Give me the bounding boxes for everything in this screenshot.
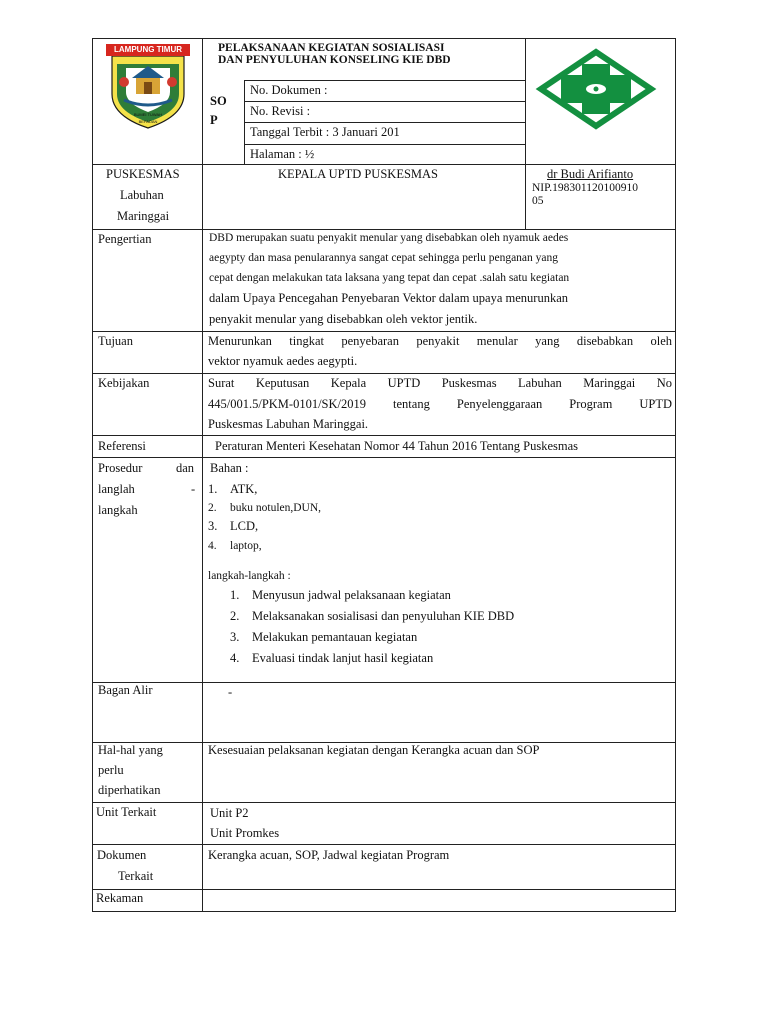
kebijakan-label: Kebijakan <box>98 376 150 390</box>
bagan-alir-text: - <box>228 685 233 699</box>
issue-date: Tanggal Terbit : 3 Januari 201 <box>250 125 400 139</box>
dokumen-terkait-text: Kerangka acuan, SOP, Jadwal kegiatan Program <box>208 848 450 862</box>
rule-bottom <box>92 911 676 912</box>
kebijakan-line2: 445/001.5/PKM-0101/SK/2019 tentang Penyelenggaraan Program UPTD <box>208 397 672 411</box>
rule-logo-column <box>202 38 203 229</box>
puskesmas-name-line2: Maringgai <box>117 209 170 223</box>
rule-rekaman <box>92 889 676 890</box>
langkah-title: langkah-langkah : <box>208 570 291 582</box>
rule-date <box>244 144 525 145</box>
bahan-number: 4. <box>208 540 217 552</box>
rule-unit <box>92 802 676 803</box>
rule-title-bottom <box>244 80 525 81</box>
lampung-timur-logo <box>104 42 192 130</box>
rule-signature-column <box>525 38 526 229</box>
kebijakan-line3: Puskesmas Labuhan Maringgai. <box>208 417 369 431</box>
bahan-item: LCD, <box>230 519 259 533</box>
rule-sop-column <box>244 80 245 164</box>
doc-number: No. Dokumen : <box>250 83 328 97</box>
rule-bagan <box>92 682 676 683</box>
langkah-number: 1. <box>230 588 240 602</box>
dokumen-terkait-label-line2: Terkait <box>118 869 154 883</box>
bahan-number: 1. <box>208 482 218 496</box>
tujuan-label: Tujuan <box>98 334 133 348</box>
rule-header-bottom <box>92 164 676 165</box>
bagan-alir-label: Bagan Alir <box>98 683 153 697</box>
langkah-item: Melakukan pemantauan kegiatan <box>252 630 418 644</box>
head-of-uptd-title: KEPALA UPTD PUSKESMAS <box>278 167 438 181</box>
tujuan-line2: vektor nyamuk aedes aegypti. <box>208 354 358 368</box>
kebijakan-line1: Surat Keputusan Kepala UPTD Puskesmas Labuhan Maringgai No <box>208 376 672 390</box>
page-number: Halaman : ½ <box>250 147 315 161</box>
tujuan-line1: Menurunkan tingkat penyebaran penyakit menular yang disebabkan oleh <box>208 334 672 348</box>
signer-nip-line1: NIP.198301120100910 <box>532 182 638 194</box>
bahan-item: laptop, <box>230 540 262 552</box>
referensi-text: Peraturan Menteri Kesehatan Nomor 44 Tahun 2016 Tentang Puskesmas <box>215 439 578 453</box>
prosedur-label-word: Prosedur <box>98 461 143 475</box>
pengertian-line1: DBD merupakan suatu penyakit menular yang disebabkan oleh nyamuk aedes <box>209 232 569 244</box>
rule-doc <box>244 101 525 102</box>
rule-referensi <box>92 435 676 436</box>
hal-hal-label-line1: Hal-hal yang <box>98 743 163 757</box>
rule-kebijakan <box>92 373 676 374</box>
langkah-item: Menyusun jadwal pelaksanaan kegiatan <box>252 588 451 602</box>
rekaman-label: Rekaman <box>96 891 144 905</box>
rule-rev <box>244 122 525 123</box>
prosedur-label-dash: - <box>191 482 196 496</box>
unit-terkait-label: Unit Terkait <box>96 805 157 819</box>
rule-tujuan <box>92 331 676 332</box>
bahan-number: 3. <box>208 519 218 533</box>
puskesmas-label: PUSKESMAS <box>106 167 180 181</box>
rule-right <box>675 38 676 912</box>
hal-hal-label-line3: diperhatikan <box>98 783 161 797</box>
rule-top <box>92 38 676 39</box>
document-title-line1: PELAKSANAAN KEGIATAN SOSIALISASI <box>218 42 445 54</box>
signer-name: dr Budi Arifianto <box>547 167 634 181</box>
rule-prosedur <box>92 457 676 458</box>
langkah-number: 3. <box>230 630 240 644</box>
pengertian-line3: cepat dengan melakukan tata laksana yang tepat dan cepat .salah satu kegiatan <box>209 272 570 284</box>
rule-left <box>92 38 93 912</box>
hal-hal-text: Kesesuaian pelaksanan kegiatan dengan Kerangka acuan dan SOP <box>208 743 540 757</box>
document-title-line2: DAN PENYULUHAN KONSELING KIE DBD <box>218 54 451 66</box>
revision-number: No. Revisi : <box>250 104 311 118</box>
langkah-item: Melaksanakan sosialisasi dan penyuluhan KIE DBD <box>252 609 515 623</box>
pengertian-line5: penyakit menular yang disebabkan oleh vektor jentik. <box>209 312 478 326</box>
referensi-label: Referensi <box>98 439 146 453</box>
pengertian-line4: dalam Upaya Pencegahan Penyebaran Vektor dalam upaya menurunkan <box>209 291 569 305</box>
prosedur-label-and: dan <box>176 461 195 475</box>
bahan-item: ATK, <box>230 482 258 496</box>
sop-label-line2: P <box>210 113 218 127</box>
prosedur-label-langkah: langkah <box>98 503 138 517</box>
bahan-number: 2. <box>208 502 217 514</box>
bahan-title: Bahan : <box>210 461 249 475</box>
puskesmas-name-line1: Labuhan <box>120 188 164 202</box>
langkah-number: 2. <box>230 609 240 623</box>
bahan-item: buku notulen,DUN, <box>230 502 322 514</box>
prosedur-label-langlah: langlah <box>98 482 135 496</box>
unit-terkait-line2: Unit Promkes <box>210 826 280 840</box>
rule-label-column <box>202 164 203 912</box>
health-cross-logo <box>537 50 655 128</box>
sop-label-line1: SO <box>210 94 227 108</box>
pengertian-line2: aegypty dan masa penularannya sangat cepat sehingga perlu penganan yang <box>209 252 559 264</box>
unit-terkait-line1: Unit P2 <box>210 806 249 820</box>
langkah-item: Evaluasi tindak lanjut hasil kegiatan <box>252 651 434 665</box>
langkah-number: 4. <box>230 651 240 665</box>
dokumen-terkait-label-line1: Dokumen <box>97 848 147 862</box>
signer-nip-line2: 05 <box>532 195 544 207</box>
logo-banner: LAMPUNG TIMUR <box>106 44 190 56</box>
hal-hal-label-line2: perlu <box>98 763 124 777</box>
logo-motto: BUMEI TUWAH BEPADAN <box>133 112 163 124</box>
rule-dokumen <box>92 844 676 845</box>
pengertian-label: Pengertian <box>98 232 152 246</box>
